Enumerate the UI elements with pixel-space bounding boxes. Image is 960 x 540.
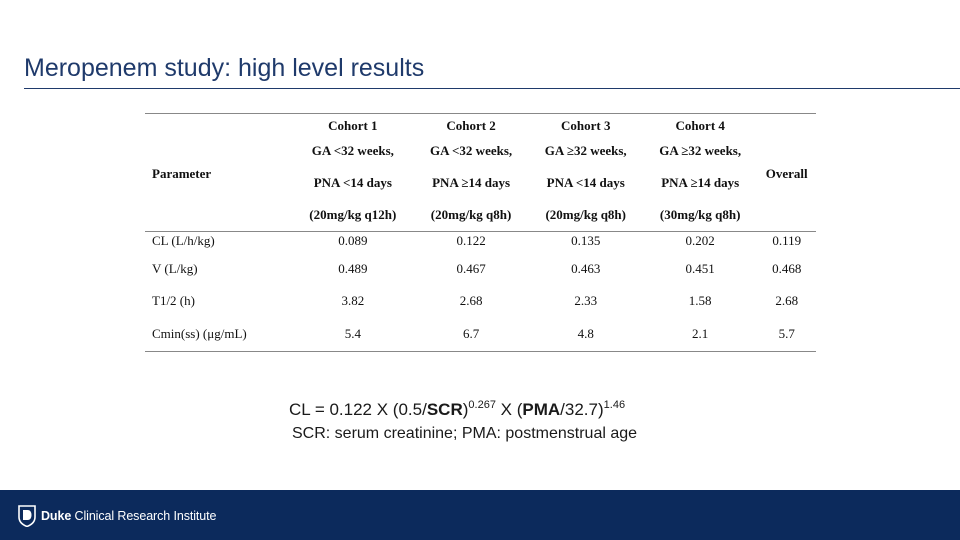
row-parameter: T1/2 (h) bbox=[152, 293, 195, 308]
cell-value: 0.467 bbox=[456, 261, 486, 276]
header-cohort-4-pna: PNA ≥14 days bbox=[661, 175, 740, 190]
row-parameter: CL (L/h/kg) bbox=[152, 233, 215, 248]
duke-logo bbox=[18, 505, 216, 527]
table-row bbox=[145, 232, 816, 254]
header-cohort-3: Cohort 3 bbox=[529, 114, 643, 136]
cell-value: 0.451 bbox=[685, 261, 715, 276]
row-parameter: V (L/kg) bbox=[152, 261, 198, 276]
results-table bbox=[145, 113, 816, 352]
cell-value: 3.82 bbox=[341, 293, 365, 308]
equation-exponent-1: 0.267 bbox=[468, 399, 496, 411]
title-divider bbox=[24, 88, 960, 89]
cell-value: 6.7 bbox=[414, 317, 529, 352]
slide-title: Meropenem study: high level results bbox=[24, 54, 425, 82]
cell-value: 2.1 bbox=[643, 317, 757, 352]
cell-value: 0.489 bbox=[338, 261, 368, 276]
equation-middle: X ( bbox=[495, 400, 523, 419]
equation-close: ) bbox=[462, 400, 469, 419]
cell-value: 2.33 bbox=[574, 293, 598, 308]
cell-value: 0.463 bbox=[571, 261, 601, 276]
row-parameter: Cmin(ss) (μg/mL) bbox=[145, 317, 292, 352]
header-cohort-3-ga: GA ≥32 weeks, bbox=[544, 143, 627, 158]
clearance-equation bbox=[289, 400, 625, 420]
header-cohort-2-ga: GA <32 weeks, bbox=[429, 143, 513, 158]
table-row bbox=[145, 285, 816, 317]
header-parameter: Parameter bbox=[145, 114, 292, 232]
cell-value: 2.68 bbox=[775, 293, 799, 308]
header-overall: Overall bbox=[757, 114, 816, 232]
header-cohort-3-dose: (20mg/kg q8h) bbox=[529, 199, 643, 232]
equation-exponent-2: 1.46 bbox=[603, 399, 626, 411]
header-cohort-2: Cohort 2 bbox=[414, 114, 529, 136]
equation-prefix: CL = 0.122 X (0.5/ bbox=[289, 400, 427, 419]
header-cohort-1: Cohort 1 bbox=[292, 114, 414, 136]
equation-pma: PMA bbox=[522, 400, 561, 419]
header-cohort-2-pna: PNA ≥14 days bbox=[432, 175, 511, 190]
table-row bbox=[145, 253, 816, 285]
header-cohort-1-pna: PNA <14 days bbox=[313, 175, 392, 190]
logo-institute: Clinical Research Institute bbox=[71, 509, 217, 523]
header-cohort-2-dose: (20mg/kg q8h) bbox=[414, 199, 529, 232]
cell-value: 2.68 bbox=[459, 293, 483, 308]
logo-duke: Duke bbox=[41, 509, 72, 523]
table-row bbox=[145, 317, 816, 352]
cell-value: 1.58 bbox=[688, 293, 712, 308]
header-cohort-1-ga: GA <32 weeks, bbox=[311, 143, 394, 158]
header-cohort-3-pna: PNA <14 days bbox=[546, 175, 625, 190]
cell-value: 0.135 bbox=[571, 233, 601, 248]
header-cohort-4-dose: (30mg/kg q8h) bbox=[643, 199, 757, 232]
cell-value: 0.122 bbox=[456, 233, 486, 248]
cell-value: 5.4 bbox=[292, 317, 414, 352]
equation-suffix: /32.7) bbox=[560, 400, 604, 419]
cell-value: 5.7 bbox=[757, 317, 816, 352]
footer-bar bbox=[0, 490, 960, 540]
header-cohort-4-ga: GA ≥32 weeks, bbox=[659, 143, 742, 158]
abbreviation-footnote: SCR: serum creatinine; PMA: postmenstrual age bbox=[292, 425, 638, 442]
cell-value: 0.202 bbox=[685, 233, 715, 248]
cell-value: 0.119 bbox=[772, 233, 802, 248]
table-header-row-cohort bbox=[145, 114, 816, 136]
header-cohort-4: Cohort 4 bbox=[643, 114, 757, 136]
equation-scr: SCR bbox=[426, 400, 463, 419]
cell-value: 0.089 bbox=[338, 233, 368, 248]
header-cohort-1-dose: (20mg/kg q12h) bbox=[292, 199, 414, 232]
cell-value: 0.468 bbox=[772, 261, 802, 276]
logo-wordmark bbox=[41, 509, 216, 523]
shield-icon bbox=[18, 505, 36, 527]
cell-value: 4.8 bbox=[529, 317, 643, 352]
